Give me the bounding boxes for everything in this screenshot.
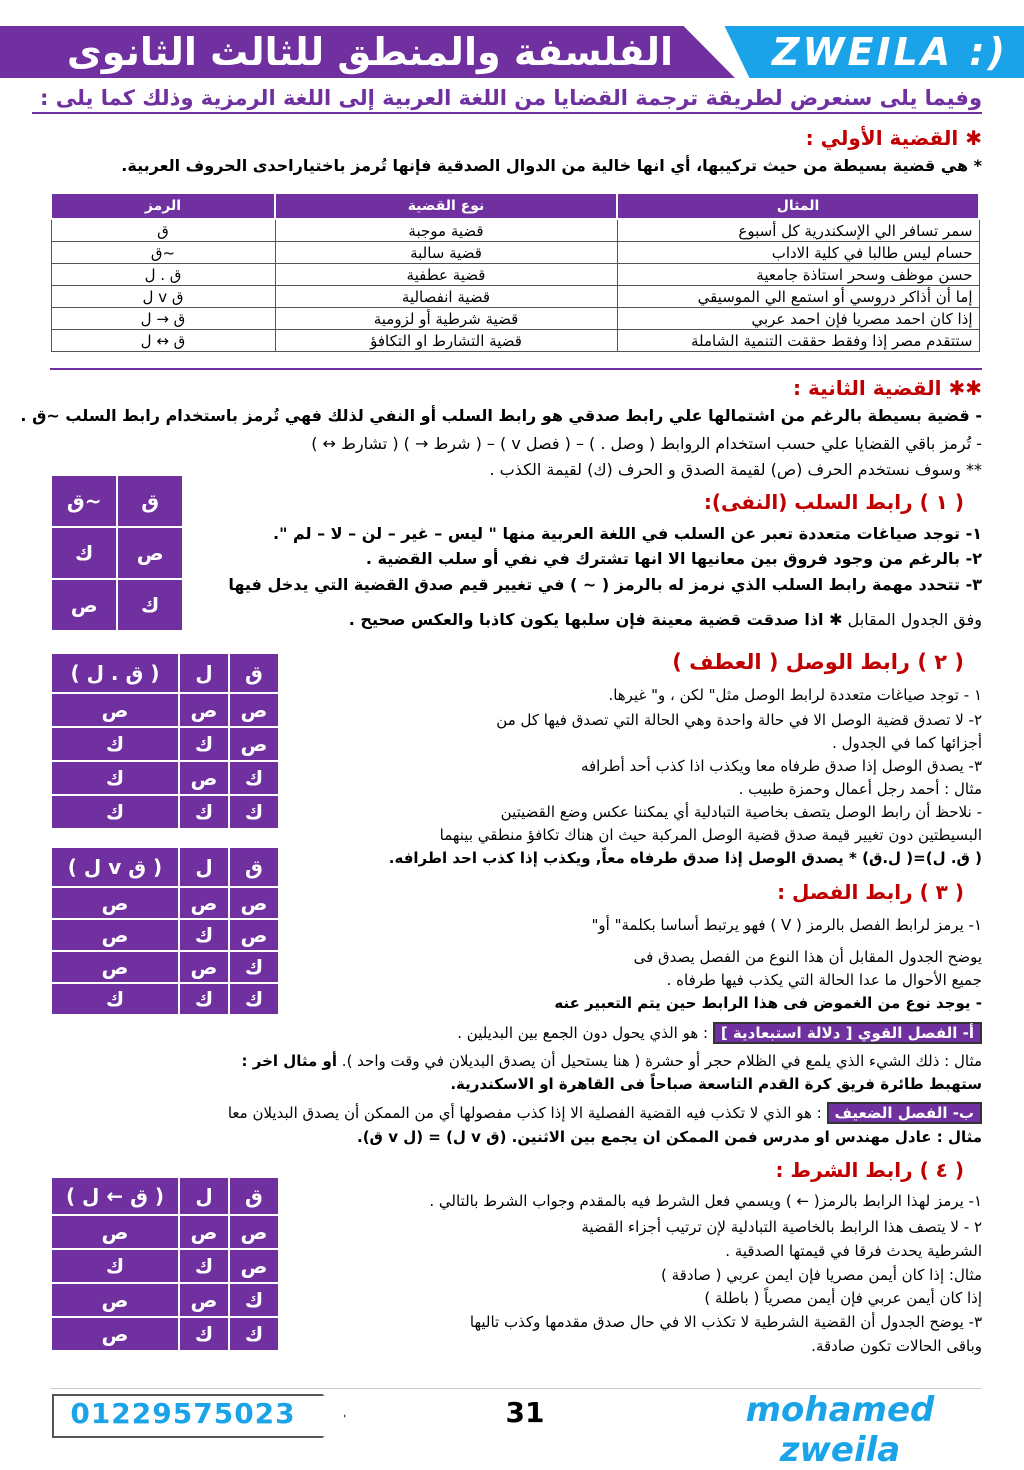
table-cell: ق . ل	[51, 264, 275, 286]
table-cell: ك	[179, 795, 229, 829]
conditional-truth-table	[50, 1176, 280, 1352]
neg-line-3: ٣- تتحدد مهمة رابط السلب الذي نرمز له بالرمز ( ~ ) في تغيير قيم صدق القضية التي يدخل فيها	[228, 575, 982, 594]
table-row	[51, 579, 183, 631]
s2-line-2: - تُرمز باقي القضايا علي حسب استخدام الروابط ( وصل . ) – ( فصل v ) – ( شرط → ) ( تشارط ↔ )	[311, 434, 982, 453]
neg-line-4	[349, 610, 982, 629]
table-cell: ص	[117, 527, 183, 579]
table-cell: ص	[51, 693, 179, 727]
disj-title: ( ٣ ) رابط الفصل :	[777, 880, 964, 904]
disj-example-1b: أو مثال اخر :	[241, 1052, 338, 1070]
conj-title: ( ٢ ) رابط الوصل ( العطف )	[672, 650, 964, 674]
disj-example-1-text: مثال : ذلك الشيء الذي يلمع في الظلام حجر أو حشرة ( هنا يستحيل أن يصدق البديلان في وقت واحد ).	[341, 1052, 982, 1070]
table-cell: ص	[51, 887, 179, 919]
table-row	[51, 1317, 279, 1351]
table-cell: ق v ل	[51, 286, 275, 308]
examples-table	[50, 192, 980, 352]
table-header-cell: ل	[179, 1177, 229, 1215]
table-cell: ك	[229, 1317, 279, 1351]
table-cell: ص	[179, 1283, 229, 1317]
table-cell: ص	[229, 1249, 279, 1283]
table-header-cell: ( ق v ل )	[51, 847, 179, 887]
s1-definition: * هي قضية بسيطة من حيث تركيبها، أي انها خالية من الدوال الصدقية فإنها تُرمز باختياراحدى الحروف العربية.	[121, 156, 982, 175]
cond-title: ( ٤ ) رابط الشرط :	[775, 1158, 964, 1182]
table-cell: ص	[179, 1215, 229, 1249]
author-logo: mohamed zweila	[745, 1390, 935, 1470]
strong-disjunction-tag: أ- الفصل القوي [ دلالة استبعادية ]	[713, 1022, 982, 1044]
conj-line-6: - نلاحظ أن رابط الوصل يتصف بخاصية التبادلية أي يمكننا عكس وضع القضيتين	[500, 803, 982, 821]
table-header-cell: نوع القضية	[275, 193, 617, 219]
table-cell: قضية شرطية أو لزومية	[275, 308, 617, 330]
footer-divider	[50, 1388, 982, 1389]
neg-line-4a: وفق الجدول المقابل	[847, 610, 982, 629]
section-divider	[50, 368, 982, 370]
disj-line-1: ١- يرمز لرابط الفصل بالرمز ( V ) فهو يرتبط أساسا بكلمة" أو"	[591, 916, 982, 934]
table-cell: ق	[51, 219, 275, 242]
table-cell: ك	[51, 527, 117, 579]
table-header-row	[51, 1177, 279, 1215]
table-row	[51, 1215, 279, 1249]
table-row	[51, 983, 279, 1015]
weak-disjunction-text: : هو الذي لا تكذب فيه القضية الفصلية الا إذا كذب مفصولها أي من الممكن أن يصدق البديلان معا	[227, 1104, 822, 1122]
cond-line-4: مثال: إذا كان أيمن مصريا فإن ايمن عربي ( صادقة )	[661, 1266, 982, 1284]
table-cell: إما أن أذاكر دروسي أو استمع الي الموسيقي	[617, 286, 979, 308]
disj-example-2: ستهبط طائرة فريق كرة القدم التاسعة صباحاً فى القاهرة او الاسكندرية.	[450, 1075, 982, 1093]
table-cell: ك	[51, 761, 179, 795]
table-cell: ص	[229, 693, 279, 727]
table-cell: ك	[117, 579, 183, 631]
table-cell: ك	[229, 795, 279, 829]
s2-title: ✱✱ القضية الثانية :	[792, 376, 982, 400]
neg-title: ( ١ ) رابط السلب (النفى):	[703, 490, 964, 514]
table-row	[51, 527, 183, 579]
table-row	[51, 727, 279, 761]
page-number: 31	[505, 1396, 545, 1429]
table-cell: ص	[51, 1317, 179, 1351]
brand-logo: ZWEILA :)	[772, 30, 1008, 74]
conj-line-2: ٢- لا تصدق قضية الوصل الا في حالة واحدة وهي الحالة التي تصدق فيها كل من	[496, 711, 982, 729]
table-row	[51, 795, 279, 829]
table-cell: ~ق	[51, 475, 117, 527]
disj-line-4: - يوجد نوع من الغموض فى هذا الرابط حين يتم التعبير عنه	[554, 994, 982, 1012]
conj-line-5: مثال : أحمد رجل أعمال وحمزة طبيب .	[738, 780, 982, 798]
table-cell: ك	[179, 919, 229, 951]
table-cell: ك	[229, 983, 279, 1015]
strong-disjunction-text: : هو الذي يحول دون الجمع بين البديلين .	[457, 1024, 709, 1042]
table-cell: ص	[229, 887, 279, 919]
table-cell: ص	[179, 951, 229, 983]
table-header-cell: ق	[229, 1177, 279, 1215]
table-cell: ص	[51, 579, 117, 631]
table-header-row	[51, 847, 279, 887]
conj-line-3: أجزائها كما في الجدول .	[832, 734, 982, 752]
table-cell: ص	[51, 1283, 179, 1317]
neg-line-2: ٢- بالرغم من وجود فروق بين معانيها الا انها تشترك في نفي أو سلب القضية .	[365, 549, 982, 568]
table-cell: ق → ل	[51, 308, 275, 330]
table-header-cell: ل	[179, 653, 229, 693]
conjunction-truth-table	[50, 652, 280, 830]
table-cell: ك	[51, 983, 179, 1015]
table-cell: ك	[179, 1317, 229, 1351]
table-header-cell: ( ق . ل )	[51, 653, 179, 693]
disjunction-truth-table	[50, 846, 280, 1016]
s2-line-3: ** وسوف نستخدم الحرف (ص) لقيمة الصدق و الحرف (ك) لقيمة الكذب .	[489, 460, 982, 479]
cond-line-6: ٣- يوضح الجدول أن القضية الشرطية لا تكذب الا في حال صدق مقدمها وكذب تاليها	[469, 1313, 982, 1331]
table-row	[51, 1283, 279, 1317]
table-cell: ك	[229, 951, 279, 983]
table-header-cell: المثال	[617, 193, 979, 219]
neg-line-4b: ✱ اذا صدقت قضية معينة فإن سلبها يكون كاذبا والعكس صحيح .	[348, 610, 843, 629]
table-cell: سمر تسافر الي الإسكندرية كل أسبوع	[617, 219, 979, 242]
table-cell: ص	[51, 1215, 179, 1249]
table-cell: قضية انفصالية	[275, 286, 617, 308]
table-cell: ص	[229, 1215, 279, 1249]
table-row	[51, 693, 279, 727]
weak-disjunction-tag: ب- الفصل الضعيف	[827, 1102, 983, 1124]
table-header-row	[51, 653, 279, 693]
cond-line-3: الشرطية يحدث فرقا في قيمتها الصدقية .	[725, 1242, 982, 1260]
table-cell: ك	[229, 761, 279, 795]
page-title: الفلسفة والمنطق للثالث الثانوى	[66, 30, 674, 74]
table-cell: قضية سالبة	[275, 242, 617, 264]
table-cell: ق	[117, 475, 183, 527]
table-cell: قضية التشارط او التكافؤ	[275, 330, 617, 352]
table-cell: ص	[179, 693, 229, 727]
table-header-cell: ( ق ← ل )	[51, 1177, 179, 1215]
table-row	[51, 286, 979, 308]
table-header-cell: ق	[229, 653, 279, 693]
table-cell: ~ق	[51, 242, 275, 264]
disj-example-1	[242, 1052, 982, 1070]
table-row	[51, 761, 279, 795]
table-row	[51, 919, 279, 951]
table-cell: ك	[179, 983, 229, 1015]
table-cell: حسن موظف وسحر استاذة جامعية	[617, 264, 979, 286]
table-row	[51, 219, 979, 242]
cond-line-2: ٢ - لا يتصف هذا الرابط بالخاصية التبادلية لإن ترتيب أجزاء القضية	[581, 1218, 982, 1236]
cond-line-5: إذا كان أيمن عربي فإن أيمن مصرياً ( باطلة )	[704, 1289, 982, 1307]
table-header-cell: ل	[179, 847, 229, 887]
table-row	[51, 1249, 279, 1283]
conj-line-7: البسيطتين دون تغيير قيمة صدق قضية الوصل المركبة حيث ان هناك تكافؤ منطقي بينهما	[439, 826, 982, 844]
table-row	[51, 264, 979, 286]
table-cell: ك	[229, 1283, 279, 1317]
negation-truth-table	[50, 474, 184, 632]
disj-weak	[228, 1102, 982, 1124]
table-cell: حسام ليس طالبا في كلية الاداب	[617, 242, 979, 264]
table-cell: إذا كان احمد مصريا فإن احمد عربي	[617, 308, 979, 330]
table-cell: ك	[179, 727, 229, 761]
table-row	[51, 951, 279, 983]
table-row	[51, 887, 279, 919]
table-cell: ص	[229, 727, 279, 761]
phone-number: 01229575023	[70, 1397, 296, 1430]
table-cell: ك	[51, 795, 179, 829]
table-header-cell: ق	[229, 847, 279, 887]
table-cell: ك	[51, 727, 179, 761]
table-cell: ستتقدم مصر إذا وفقط حققت التنمية الشاملة	[617, 330, 979, 352]
table-cell: قضية موجبة	[275, 219, 617, 242]
table-cell: ص	[51, 919, 179, 951]
table-cell: ص	[179, 761, 229, 795]
table-header-cell: الرمز	[51, 193, 275, 219]
disj-line-2: يوضح الجدول المقابل أن هذا النوع من الفصل يصدق فى	[633, 948, 982, 966]
table-row	[51, 330, 979, 352]
conj-line-8: ( ق. ل)=( ل.ق) * يصدق الوصل إذا صدق طرفاه معاً, ويكذب إذا كذب احد اطرافه.	[388, 849, 982, 867]
intro-subtitle: وفيما يلى سنعرض لطريقة ترجمة القضايا من اللغة العربية إلى اللغة الرمزية وذلك كما يلى :	[32, 86, 982, 114]
table-row	[51, 308, 979, 330]
table-row	[51, 475, 183, 527]
table-cell: ك	[179, 1249, 229, 1283]
table-cell: قضية عطفية	[275, 264, 617, 286]
disj-example-3: مثال : عادل مهندس او مدرس فمن الممكن ان يجمع بين الاثنين. (ق v ل) = (ل v ق).	[357, 1128, 982, 1146]
table-cell: ص	[179, 887, 229, 919]
disj-strong	[457, 1022, 982, 1044]
table-cell: ص	[51, 951, 179, 983]
table-row	[51, 242, 979, 264]
s2-line-1: - قضية بسيطة بالرغم من اشتمالها علي رابط صدقي هو رابط السلب أو النفي لذلك فهي تُرمز باستخدام رابط السلب ~ق .	[20, 406, 982, 425]
table-header-row	[51, 193, 979, 219]
cond-line-7: وباقى الحالات تكون صادقة.	[811, 1337, 982, 1355]
s1-title: ✱ القضية الأولي :	[805, 126, 982, 150]
conj-line-4: ٣- يصدق الوصل إذا صدق طرفاه معا ويكذب اذا كذب أحد أطرافه	[580, 757, 982, 775]
conj-line-1: ١ - توجد صياغات متعددة لرابط الوصل مثل" لكن ، و" غيرها.	[608, 686, 982, 704]
table-cell: ق ↔ ل	[51, 330, 275, 352]
disj-line-3: جميع الأحوال ما عدا الحالة التي يكذب فيها طرفاه .	[666, 971, 982, 989]
neg-line-1: ١- توجد صياغات متعددة تعبر عن السلب في اللغة العربية منها " ليس – غير – لن – لا – لم ".	[272, 524, 982, 543]
table-cell: ك	[51, 1249, 179, 1283]
table-cell: ص	[229, 919, 279, 951]
cond-line-1: ١- يرمز لهذا الرابط بالرمز( ← ) ويسمي فعل الشرط فيه بالمقدم وجواب الشرط بالتالي .	[429, 1192, 982, 1210]
